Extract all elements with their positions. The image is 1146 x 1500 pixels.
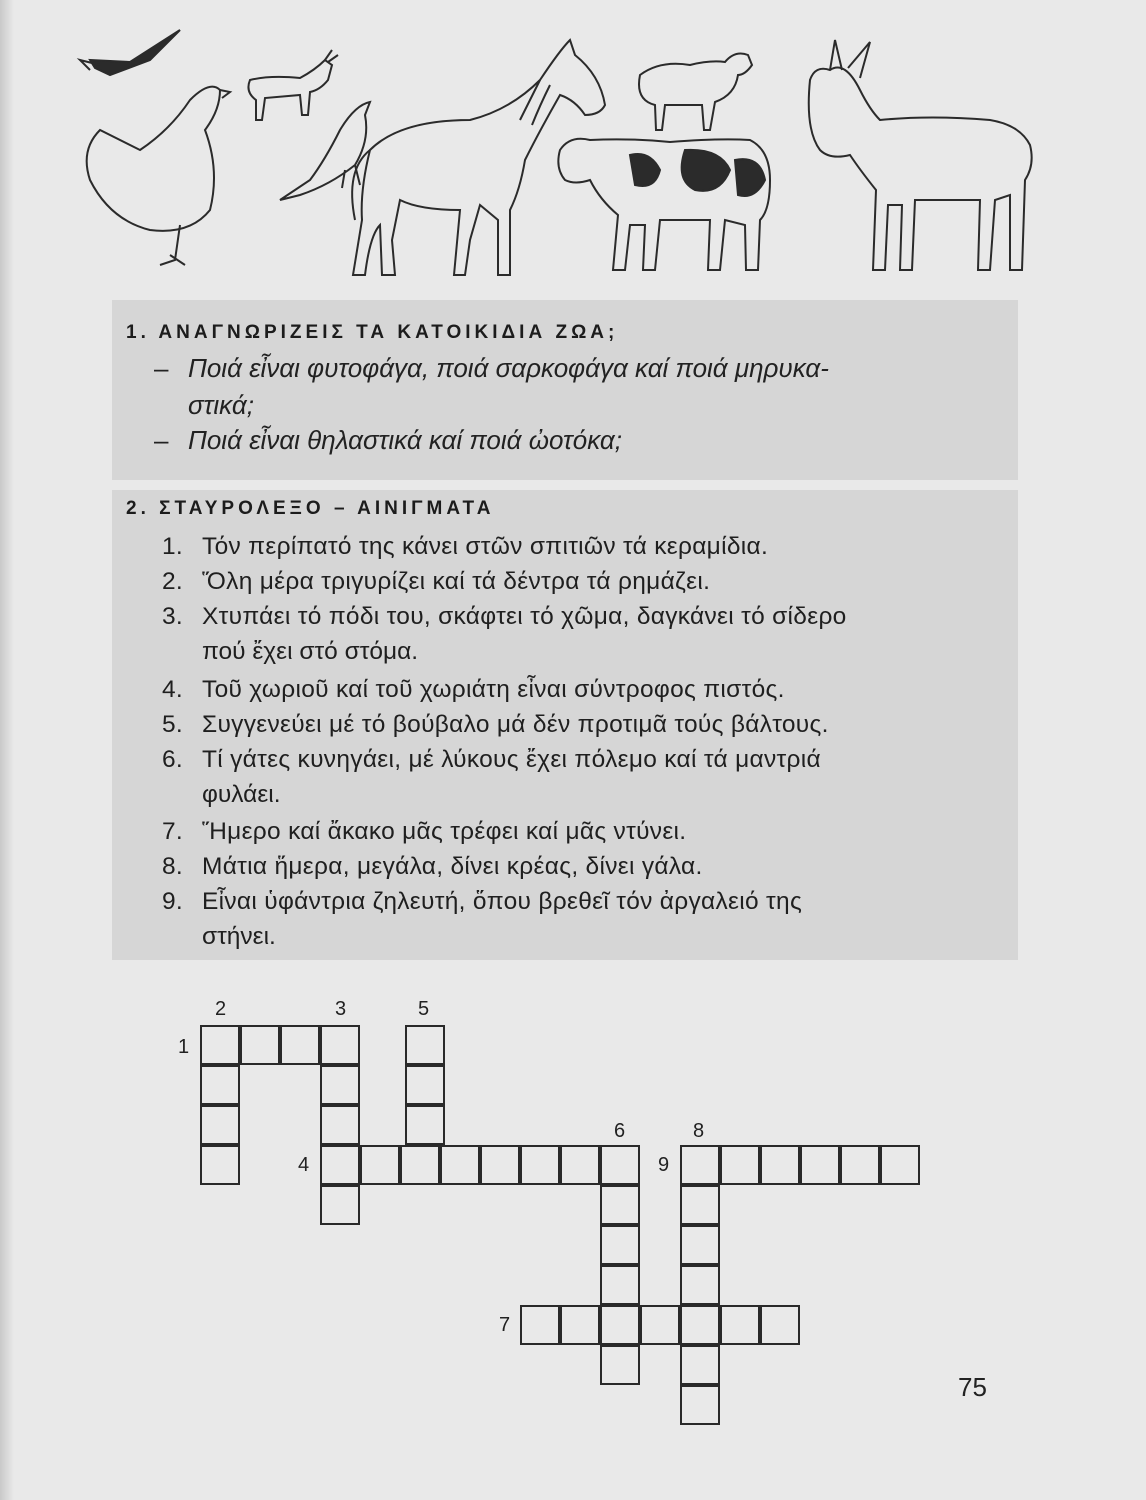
crossword-cell[interactable] (680, 1305, 720, 1345)
crossword-cell[interactable] (280, 1025, 320, 1065)
crossword-cell[interactable] (320, 1105, 360, 1145)
crossword-cell[interactable] (640, 1305, 680, 1345)
question-1-line-2: στικά; (188, 390, 254, 420)
crossword-cell[interactable] (600, 1145, 640, 1185)
riddle-number: 3. (162, 603, 184, 630)
riddle-6 (162, 746, 821, 774)
clue-number: 5 (418, 998, 430, 1020)
riddle-9-continuation: στήνει. (202, 923, 276, 950)
crossword-cell[interactable] (405, 1025, 445, 1065)
riddle-1 (162, 533, 768, 561)
crossword-cell[interactable] (560, 1145, 600, 1185)
riddle-5 (162, 711, 829, 739)
crossword-cell[interactable] (405, 1105, 445, 1145)
crossword-cell[interactable] (680, 1345, 720, 1385)
crossword-cell[interactable] (480, 1145, 520, 1185)
riddle-2 (162, 568, 710, 596)
clue-number: 6 (614, 1120, 626, 1142)
section1-heading: 1. ΑΝΑΓΝΩΡΙΖΕΙΣ ΤΑ ΚΑΤΟΙΚΙΔΙΑ ΖΩΑ; (126, 322, 619, 343)
riddle-3-continuation: πού ἔχει στό στόμα. (202, 638, 419, 665)
crossword-cell[interactable] (680, 1225, 720, 1265)
riddle-number: 5. (162, 711, 184, 738)
crossword-cell[interactable] (320, 1065, 360, 1105)
crossword-cell[interactable] (360, 1145, 400, 1185)
question-2-line-1: Ποιά εἶναι θηλαστικά καί ποιά ὠοτόκα; (188, 425, 622, 455)
crossword-cell[interactable] (680, 1145, 720, 1185)
crossword-cell[interactable] (680, 1185, 720, 1225)
riddle-number: 9. (162, 888, 184, 915)
crossword-cell[interactable] (840, 1145, 880, 1185)
clue-number: 4 (298, 1154, 310, 1176)
clue-number: 7 (499, 1314, 511, 1336)
goat-icon (248, 50, 338, 120)
crossword-cell[interactable] (600, 1225, 640, 1265)
riddle-text: Εἶναι ὑφάντρια ζηλευτή, ὅπου βρεθεῖ τόν ἀργαλειό της (202, 888, 803, 915)
riddle-4 (162, 676, 785, 704)
crossword-cell[interactable] (320, 1025, 360, 1065)
swallow-icon (80, 30, 180, 75)
crossword-cell[interactable] (320, 1185, 360, 1225)
riddle-number: 2. (162, 568, 184, 595)
crossword-cell[interactable] (200, 1065, 240, 1105)
hen-icon (87, 87, 230, 265)
cow-icon (558, 139, 770, 270)
crossword-cell[interactable] (680, 1385, 720, 1425)
crossword-cell[interactable] (600, 1265, 640, 1305)
clue-number: 3 (335, 998, 347, 1020)
clue-number: 8 (693, 1120, 705, 1142)
pigeon-icon (280, 102, 370, 200)
clue-number: 1 (178, 1036, 190, 1058)
crossword-cell[interactable] (600, 1185, 640, 1225)
riddle-3 (162, 603, 847, 631)
question-1-line-1: Ποιά εἶναι φυτοφάγα, ποιά σαρκοφάγα καί ποιά μηρυκα- (188, 353, 829, 383)
crossword-cell[interactable] (400, 1145, 440, 1185)
crossword-cell[interactable] (240, 1025, 280, 1065)
riddle-text: Τόν περίπατό της κάνει στῶν σπιτιῶν τά κεραμίδια. (202, 533, 769, 560)
clue-number: 9 (658, 1154, 670, 1176)
sheep-icon (639, 54, 752, 130)
riddle-text: Τί γάτες κυνηγάει, μέ λύκους ἔχει πόλεμο καί τά μαντριά (202, 746, 821, 773)
crossword-cell[interactable] (440, 1145, 480, 1185)
clue-number: 2 (215, 998, 227, 1020)
farm-animals-illustration (70, 20, 1060, 300)
riddle-6-continuation: φυλάει. (202, 781, 281, 808)
crossword-cell[interactable] (320, 1145, 360, 1185)
riddle-9 (162, 888, 802, 916)
riddle-number: 1. (162, 533, 184, 560)
crossword-cell[interactable] (880, 1145, 920, 1185)
dash-marker: – (154, 425, 169, 455)
crossword-cell[interactable] (520, 1305, 560, 1345)
crossword-cell[interactable] (600, 1305, 640, 1345)
riddle-number: 4. (162, 676, 184, 703)
crossword-cell[interactable] (800, 1145, 840, 1185)
section2-heading: 2. ΣΤΑΥΡΟΛΕΞΟ – ΑΙΝΙΓΜΑΤΑ (126, 498, 495, 519)
riddle-number: 8. (162, 853, 184, 880)
crossword-cell[interactable] (760, 1145, 800, 1185)
riddle-text: Ἥμερο καί ἄκακο μᾶς τρέφει καί μᾶς ντύνει. (202, 818, 687, 845)
horse-icon (352, 40, 605, 275)
crossword-cell[interactable] (760, 1305, 800, 1345)
crossword-cell[interactable] (680, 1265, 720, 1305)
riddle-text: Συγγενεύει μέ τό βούβαλο μά δέν προτιμᾶ τούς βάλτους. (202, 711, 829, 738)
crossword-cell[interactable] (720, 1145, 760, 1185)
riddle-text: Τοῦ χωριοῦ καί τοῦ χωριάτη εἶναι σύντροφος πιστός. (202, 676, 785, 703)
riddle-7 (162, 818, 686, 846)
riddle-number: 7. (162, 818, 184, 845)
riddle-text: Μάτια ἥμερα, μεγάλα, δίνει κρέας, δίνει γάλα. (202, 853, 703, 880)
crossword-cell[interactable] (720, 1305, 760, 1345)
riddle-number: 6. (162, 746, 184, 773)
riddle-text: Ὅλη μέρα τριγυρίζει καί τά δέντρα τά ρημάζει. (202, 568, 711, 595)
dash-marker: – (154, 353, 169, 383)
crossword-cell[interactable] (200, 1145, 240, 1185)
crossword-cell[interactable] (200, 1105, 240, 1145)
page-edge-shadow (0, 0, 14, 1500)
page-number: 75 (958, 1372, 987, 1402)
crossword-cell[interactable] (560, 1305, 600, 1345)
crossword-cell[interactable] (520, 1145, 560, 1185)
crossword-cell[interactable] (600, 1345, 640, 1385)
riddle-text: Χτυπάει τό πόδι του, σκάφτει τό χῶμα, δαγκάνει τό σίδερο (202, 603, 847, 630)
donkey-icon (809, 40, 1032, 270)
riddle-8 (162, 853, 703, 881)
crossword-cell[interactable] (200, 1025, 240, 1065)
crossword-cell[interactable] (405, 1065, 445, 1105)
